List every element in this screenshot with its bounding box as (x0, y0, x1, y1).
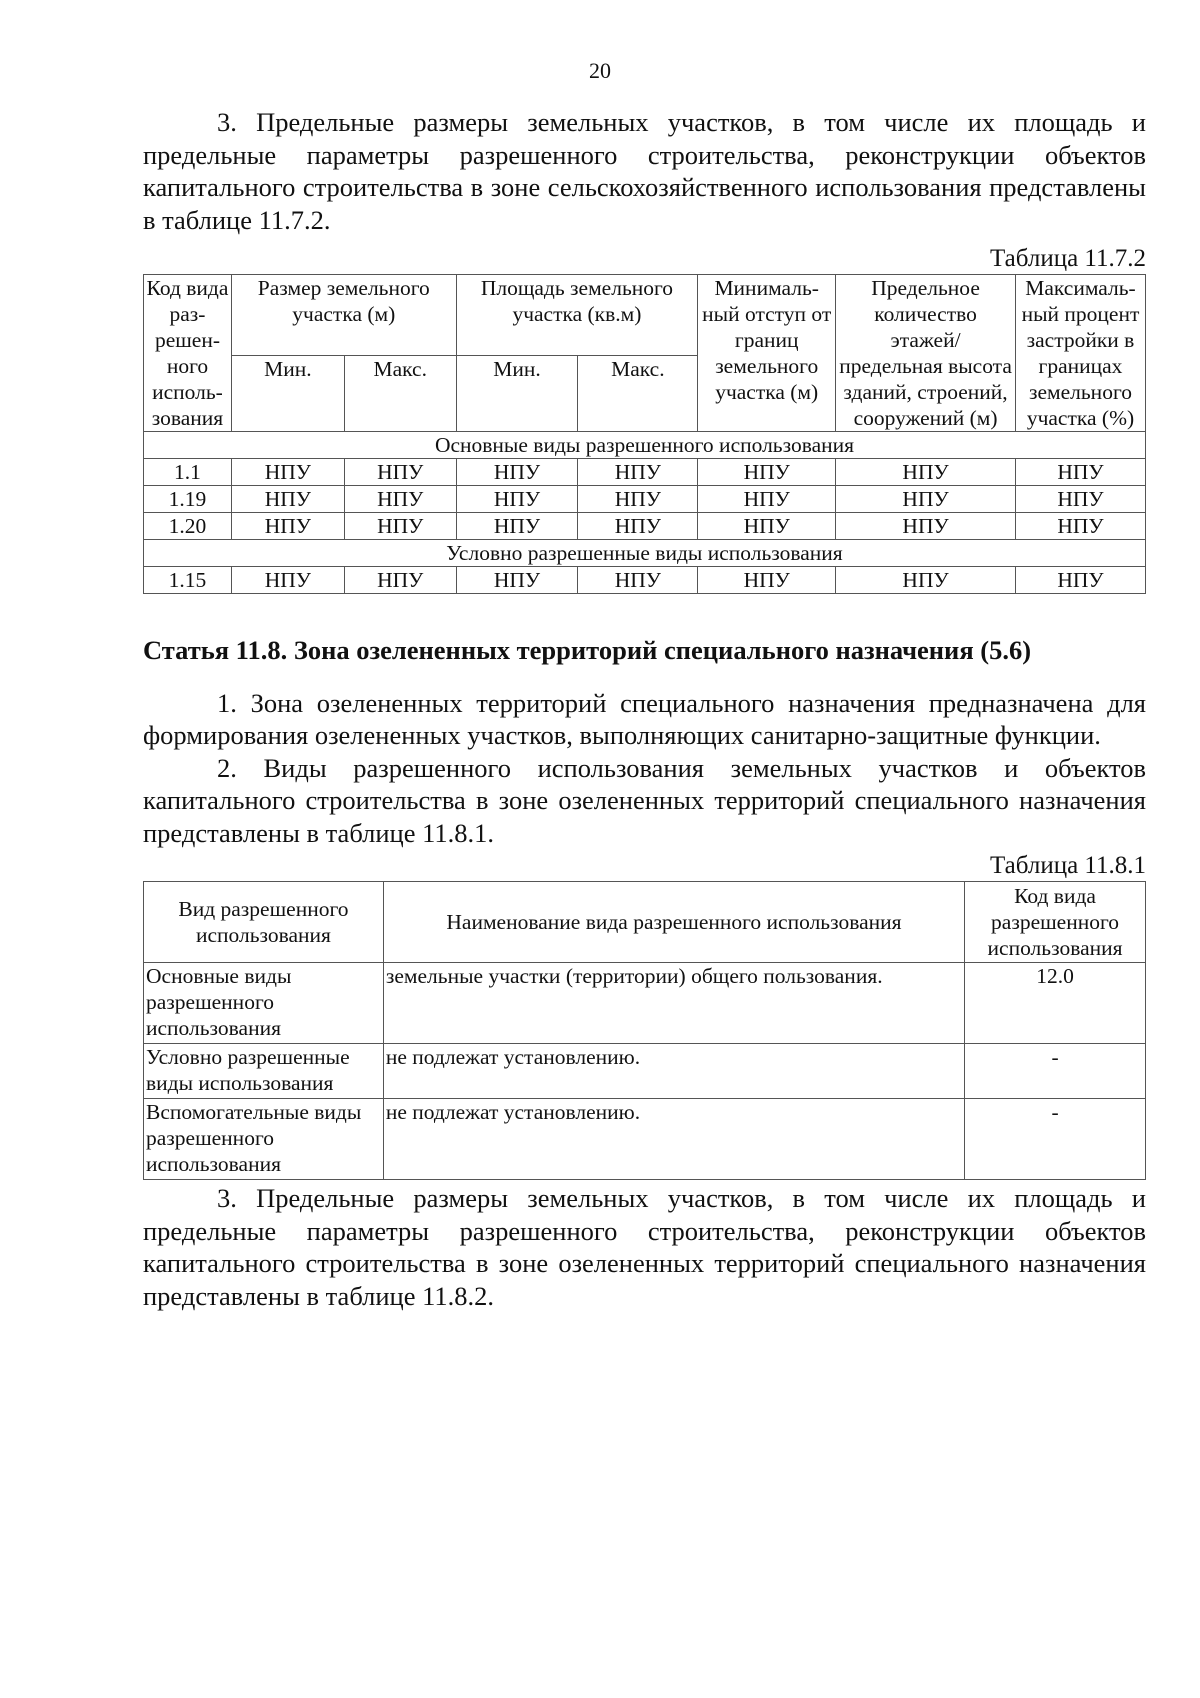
cell: НПУ (1015, 459, 1145, 486)
cell-code: 1.1 (144, 459, 232, 486)
cell: НПУ (836, 486, 1016, 513)
cell-code: - (965, 1044, 1146, 1099)
cell: НПУ (231, 486, 344, 513)
cell-code: 1.19 (144, 486, 232, 513)
cell: НПУ (836, 459, 1016, 486)
cell: НПУ (578, 567, 698, 594)
cell-kind: Вспомогательные виды разрешенного использования (144, 1099, 384, 1180)
cell: НПУ (578, 486, 698, 513)
cell: НПУ (344, 513, 456, 540)
cell: НПУ (698, 513, 836, 540)
article-heading: Статья 11.8. Зона озелененных территорий специального назначения (5.6) (143, 635, 1032, 665)
table-row (144, 1099, 1146, 1180)
table-row (144, 513, 1146, 540)
table-row (144, 567, 1146, 594)
cell-code: 1.15 (144, 567, 232, 594)
cell-kind: Основные виды разрешенного использования (144, 963, 384, 1044)
table-row (144, 459, 1146, 486)
cell: НПУ (578, 459, 698, 486)
cell: НПУ (1015, 513, 1145, 540)
cell: НПУ (836, 567, 1016, 594)
page-content (143, 106, 1146, 1312)
cell: НПУ (344, 459, 456, 486)
page-number: 20 (589, 58, 611, 83)
header-area-max: Макс. (578, 356, 698, 432)
header-setback: Минималь-ный отступ от границ земельного участка (м) (698, 275, 836, 432)
cell: НПУ (1015, 486, 1145, 513)
cell-code: 1.20 (144, 513, 232, 540)
table-11-8-1 (143, 881, 1146, 1180)
table-row (144, 963, 1146, 1044)
section-row-main (144, 432, 1146, 459)
cell: НПУ (456, 513, 578, 540)
cell-kind: Условно разрешенные виды использования (144, 1044, 384, 1099)
cell: НПУ (231, 567, 344, 594)
intro-paragraph: 3. Предельные размеры земельных участков, в том числе их площадь и предельные параметры разрешенного строительства, реконструкции объектов капитального строительства в зоне сельскохозяйственного использования представлены в таблице 11.7.2. (143, 107, 1146, 235)
table-11-8-1-caption: Таблица 11.8.1 (990, 852, 1146, 879)
cell-name: не подлежат установлению. (383, 1099, 964, 1180)
paragraph-3: 3. Предельные размеры земельных участков, в том числе их площадь и предельные параметры разрешенного строительства, реконструкции объектов капитального строительства в зоне озелененных территорий специального назначения представлены в таблице 11.8.2. (143, 1183, 1146, 1311)
header-area-min: Мин. (456, 356, 578, 432)
cell: НПУ (698, 459, 836, 486)
paragraph-2: 2. Виды разрешенного использования земельных участков и объектов капитального строительства в зоне озелененных территорий специального назначения представлены в таблице 11.8.1. (143, 752, 1146, 848)
table-11-7-2 (143, 274, 1146, 594)
cell: НПУ (1015, 567, 1145, 594)
cell: НПУ (456, 459, 578, 486)
table-header-row (144, 275, 1146, 356)
cell: НПУ (456, 486, 578, 513)
table-11-7-2-caption: Таблица 11.7.2 (990, 245, 1146, 272)
header-code: Код вида разрешенного использования (965, 882, 1146, 963)
section-conditional-label: Условно разрешенные виды использования (144, 540, 1146, 567)
cell: НПУ (456, 567, 578, 594)
header-floors: Предельное количество этажей/ предельная высота зданий, строений, сооружений (м) (836, 275, 1016, 432)
cell: НПУ (578, 513, 698, 540)
header-area: Площадь земельного участка (кв.м) (456, 275, 698, 356)
header-name: Наименование вида разрешенного использования (383, 882, 964, 963)
table-row (144, 1044, 1146, 1099)
header-code: Код вида раз-решен-ного исполь-зования (144, 275, 232, 432)
header-kind: Вид разрешенного использования (144, 882, 384, 963)
cell-code: 12.0 (965, 963, 1146, 1044)
header-size-min: Мин. (231, 356, 344, 432)
section-row-conditional (144, 540, 1146, 567)
cell: НПУ (698, 567, 836, 594)
cell-code: - (965, 1099, 1146, 1180)
cell: НПУ (344, 567, 456, 594)
cell: НПУ (344, 486, 456, 513)
section-main-label: Основные виды разрешенного использования (144, 432, 1146, 459)
cell: НПУ (231, 513, 344, 540)
table-row (144, 486, 1146, 513)
cell-name: земельные участки (территории) общего пользования. (383, 963, 964, 1044)
table-header-row (144, 882, 1146, 963)
paragraph-1: 1. Зона озелененных территорий специального назначения предназначена для формирования озелененных участков, выполняющих санитарно-защитные функции. (143, 687, 1146, 750)
cell: НПУ (698, 486, 836, 513)
header-coverage: Максималь-ный процент застройки в границах земельного участка (%) (1015, 275, 1145, 432)
header-size: Размер земельного участка (м) (231, 275, 456, 356)
cell-name: не подлежат установлению. (383, 1044, 964, 1099)
header-size-max: Макс. (344, 356, 456, 432)
cell: НПУ (231, 459, 344, 486)
cell: НПУ (836, 513, 1016, 540)
